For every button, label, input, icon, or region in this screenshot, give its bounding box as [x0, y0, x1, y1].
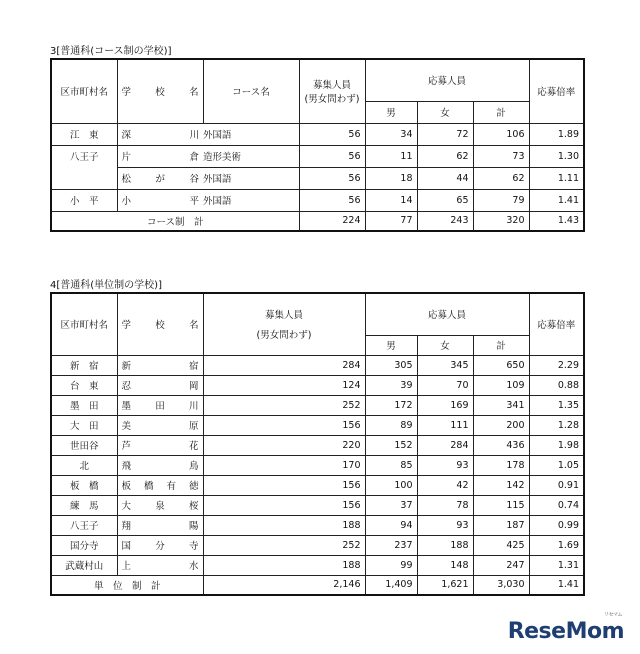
total-total: 320: [473, 211, 529, 231]
total-total: 3,030: [473, 575, 529, 595]
school-name: 墨 田 川: [117, 395, 203, 415]
total-value: 142: [473, 475, 529, 495]
course-name: 外国語: [203, 189, 299, 211]
table-row: [51, 455, 584, 475]
district-name: 北: [51, 455, 117, 475]
header-course: コース名: [203, 59, 299, 123]
district-name: 八王子: [51, 515, 117, 535]
quota-value: 284: [203, 355, 365, 375]
quota-value: 170: [203, 455, 365, 475]
male-value: 99: [365, 555, 417, 575]
header-female: 女: [417, 101, 473, 123]
school-name: 小 平: [117, 189, 203, 211]
course-school-table: [50, 58, 585, 232]
header-female: 女: [417, 335, 473, 355]
total-value: 73: [473, 145, 529, 167]
male-value: 237: [365, 535, 417, 555]
female-value: 93: [417, 515, 473, 535]
header-quota: 募集人員 (男女問わず): [203, 293, 365, 355]
male-value: 34: [365, 123, 417, 145]
district-name: 新 宿: [51, 355, 117, 375]
school-name: 忍 岡: [117, 375, 203, 395]
table-row: [51, 355, 584, 375]
table-row: [51, 167, 584, 189]
female-value: 44: [417, 167, 473, 189]
quota-value: 56: [299, 167, 365, 189]
ratio-value: 1.11: [529, 167, 584, 189]
credit-school-table: [50, 292, 585, 596]
female-value: 42: [417, 475, 473, 495]
header-ratio: 応募倍率: [529, 59, 584, 123]
female-value: 345: [417, 355, 473, 375]
total-ratio: 1.43: [529, 211, 584, 231]
district-name: 板 橋: [51, 475, 117, 495]
total-value: 178: [473, 455, 529, 475]
male-value: 152: [365, 435, 417, 455]
table-row: [51, 375, 584, 395]
male-value: 89: [365, 415, 417, 435]
ratio-value: 0.91: [529, 475, 584, 495]
male-value: 39: [365, 375, 417, 395]
ratio-value: 2.29: [529, 355, 584, 375]
quota-value: 156: [203, 495, 365, 515]
male-value: 172: [365, 395, 417, 415]
table-row: [51, 145, 584, 167]
quota-value: 56: [299, 145, 365, 167]
male-value: 100: [365, 475, 417, 495]
total-row: [51, 211, 584, 231]
table-row: [51, 415, 584, 435]
table-row: [51, 475, 584, 495]
header-applicants: 応募人員: [365, 59, 529, 101]
total-male: 77: [365, 211, 417, 231]
district-name: 国分寺: [51, 535, 117, 555]
total-row: [51, 575, 584, 595]
total-quota: 224: [299, 211, 365, 231]
quota-value: 188: [203, 515, 365, 535]
school-name: 片 倉: [117, 145, 203, 167]
section3-title: 3[普通科(コース制の学校)]: [50, 46, 172, 57]
district-name: 江 東: [51, 123, 117, 145]
header-district: 区市町村名: [51, 59, 117, 123]
district-name: 練 馬: [51, 495, 117, 515]
total-quota: 2,146: [203, 575, 365, 595]
header-total: 計: [473, 101, 529, 123]
ratio-value: 1.28: [529, 415, 584, 435]
quota-value: 56: [299, 189, 365, 211]
district-name: 武蔵村山: [51, 555, 117, 575]
school-name: 飛 鳥: [117, 455, 203, 475]
female-value: 72: [417, 123, 473, 145]
total-value: 247: [473, 555, 529, 575]
total-value: 341: [473, 395, 529, 415]
district-name: [51, 167, 117, 189]
total-value: 436: [473, 435, 529, 455]
district-name: 世田谷: [51, 435, 117, 455]
school-name: 新 宿: [117, 355, 203, 375]
ratio-value: 1.31: [529, 555, 584, 575]
table-row: [51, 123, 584, 145]
course-name: 外国語: [203, 167, 299, 189]
school-name: 翔 陽: [117, 515, 203, 535]
table-row: [51, 535, 584, 555]
header-school: 学 校 名: [117, 293, 203, 355]
female-value: 188: [417, 535, 473, 555]
ratio-value: 1.35: [529, 395, 584, 415]
header-male: 男: [365, 101, 417, 123]
total-female: 243: [417, 211, 473, 231]
resemom-logo: ReseMom リセマム: [507, 612, 624, 644]
quota-value: 124: [203, 375, 365, 395]
ratio-value: 0.88: [529, 375, 584, 395]
header-male: 男: [365, 335, 417, 355]
school-name: 大 泉 桜: [117, 495, 203, 515]
quota-value: 56: [299, 123, 365, 145]
female-value: 284: [417, 435, 473, 455]
quota-value: 156: [203, 415, 365, 435]
quota-value: 252: [203, 395, 365, 415]
district-name: 八王子: [51, 145, 117, 167]
male-value: 14: [365, 189, 417, 211]
quota-value: 220: [203, 435, 365, 455]
male-value: 37: [365, 495, 417, 515]
female-value: 93: [417, 455, 473, 475]
table-row: [51, 515, 584, 535]
male-value: 11: [365, 145, 417, 167]
total-value: 425: [473, 535, 529, 555]
school-name: 深 川: [117, 123, 203, 145]
table-row: [51, 435, 584, 455]
table-row: [51, 495, 584, 515]
total-label: 単 位 制 計: [51, 575, 203, 595]
female-value: 148: [417, 555, 473, 575]
total-value: 79: [473, 189, 529, 211]
male-value: 18: [365, 167, 417, 189]
total-female: 1,621: [417, 575, 473, 595]
course-name: 造形美術: [203, 145, 299, 167]
district-name: 大 田: [51, 415, 117, 435]
quota-value: 156: [203, 475, 365, 495]
table-row: [51, 189, 584, 211]
total-male: 1,409: [365, 575, 417, 595]
total-label: コース制 計: [51, 211, 299, 231]
ratio-value: 0.74: [529, 495, 584, 515]
total-value: 115: [473, 495, 529, 515]
quota-value: 188: [203, 555, 365, 575]
total-ratio: 1.41: [529, 575, 584, 595]
district-name: 墨 田: [51, 395, 117, 415]
total-value: 200: [473, 415, 529, 435]
header-quota: 募集人員 (男女問わず): [299, 59, 365, 123]
district-name: 小 平: [51, 189, 117, 211]
header-applicants: 応募人員: [365, 293, 529, 335]
district-name: 台 東: [51, 375, 117, 395]
female-value: 65: [417, 189, 473, 211]
total-value: 106: [473, 123, 529, 145]
logo-tm: リセマム: [604, 612, 622, 618]
female-value: 78: [417, 495, 473, 515]
female-value: 111: [417, 415, 473, 435]
school-name: 上 水: [117, 555, 203, 575]
quota-value: 252: [203, 535, 365, 555]
school-name: 松 が 谷: [117, 167, 203, 189]
female-value: 62: [417, 145, 473, 167]
total-value: 187: [473, 515, 529, 535]
male-value: 305: [365, 355, 417, 375]
course-name: 外国語: [203, 123, 299, 145]
male-value: 85: [365, 455, 417, 475]
ratio-value: 1.89: [529, 123, 584, 145]
ratio-value: 1.69: [529, 535, 584, 555]
header-ratio: 応募倍率: [529, 293, 584, 355]
total-value: 62: [473, 167, 529, 189]
ratio-value: 1.30: [529, 145, 584, 167]
header-total: 計: [473, 335, 529, 355]
table-row: [51, 395, 584, 415]
male-value: 94: [365, 515, 417, 535]
table-row: [51, 555, 584, 575]
ratio-value: 1.05: [529, 455, 584, 475]
total-value: 650: [473, 355, 529, 375]
header-school: 学 校 名: [117, 59, 203, 123]
school-name: 芦 花: [117, 435, 203, 455]
section4-title: 4[普通科(単位制の学校)]: [50, 280, 162, 291]
female-value: 169: [417, 395, 473, 415]
ratio-value: 1.41: [529, 189, 584, 211]
school-name: 国 分 寺: [117, 535, 203, 555]
female-value: 70: [417, 375, 473, 395]
header-district: 区市町村名: [51, 293, 117, 355]
ratio-value: 0.99: [529, 515, 584, 535]
school-name: 美 原: [117, 415, 203, 435]
ratio-value: 1.98: [529, 435, 584, 455]
total-value: 109: [473, 375, 529, 395]
school-name: 板 橋 有 徳: [117, 475, 203, 495]
